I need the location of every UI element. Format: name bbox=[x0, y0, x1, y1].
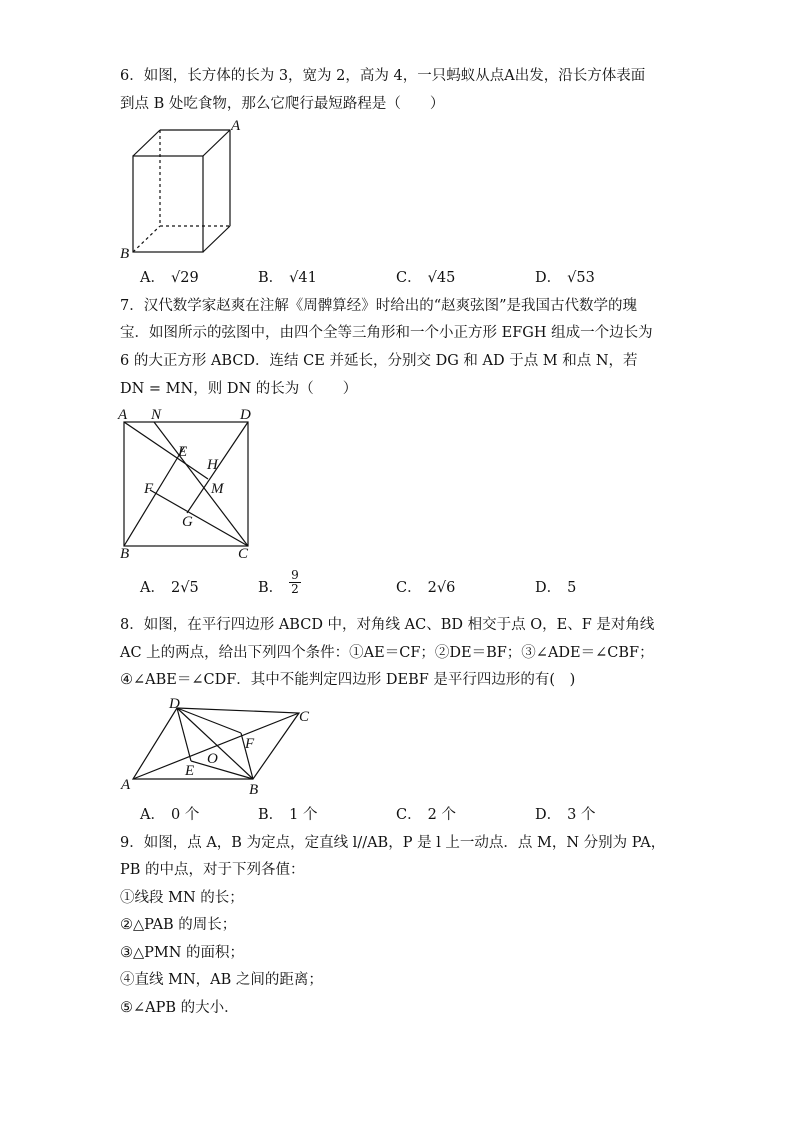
q8-choice-a[interactable]: A． 0 个 bbox=[140, 807, 200, 823]
q7-label-b: B bbox=[120, 546, 130, 562]
q6-choice-c[interactable]: C． √45 bbox=[396, 270, 456, 286]
q6-label-a: A bbox=[231, 118, 241, 134]
q8-text-line-3: ④∠ABE＝∠CDF．其中不能判定四边形 DEBF 是平行四边形的有( ) bbox=[120, 672, 576, 688]
q9-text-line-2: PB 的中点，对于下列各值： bbox=[120, 862, 305, 878]
q8-label-a: A bbox=[121, 777, 131, 793]
q7-label-a: A bbox=[118, 407, 128, 423]
q7-label-c: C bbox=[238, 546, 249, 562]
q6-label-b: B bbox=[120, 246, 130, 260]
q6-text-line-1: 6．如图，长方体的长为 3，宽为 2，高为 4，一只蚂蚁从点A出发，沿长方体表面 bbox=[120, 68, 646, 84]
q6-choice-d[interactable]: D． √53 bbox=[535, 270, 595, 286]
q9-item: ③△PMN 的面积； bbox=[120, 945, 245, 961]
q7-choice-a[interactable]: A． 2√5 bbox=[140, 580, 199, 596]
q8-label-b: B bbox=[249, 782, 259, 798]
q9-item: ⑤∠APB 的大小． bbox=[120, 1000, 239, 1016]
q7-label-d: D bbox=[240, 407, 251, 423]
q6-choice-a[interactable]: A． √29 bbox=[140, 270, 199, 286]
q9-text-line-1: 9．如图，点 A，B 为定点，定直线 l//AB，P 是 l 上一动点．点 M，N 分别为 PA， bbox=[120, 835, 666, 851]
q6-choice-b[interactable]: B． √41 bbox=[258, 270, 317, 286]
q7-label-f: F bbox=[144, 481, 154, 497]
q7-choices bbox=[140, 567, 660, 598]
q7-label-g: G bbox=[182, 514, 193, 530]
q7-text-line-3: 6 的大正方形 ABCD．连结 CE 并延长，分别交 DG 和 AD 于点 M 和点 N，若 bbox=[120, 353, 638, 369]
q9-item: ④直线 MN，AB 之间的距离； bbox=[120, 972, 323, 988]
q8-label-c: C bbox=[299, 709, 310, 725]
q7-choice-c[interactable]: C． 2√6 bbox=[396, 580, 456, 596]
q6-text-line-2: 到点 B 处吃食物，那么它爬行最短路程是（ ） bbox=[120, 96, 445, 112]
q6-choices bbox=[140, 268, 660, 288]
q8-label-e: E bbox=[185, 763, 195, 779]
q7-label-h: H bbox=[207, 457, 218, 473]
q7-label-e: E bbox=[178, 444, 188, 460]
q7-choice-d[interactable]: D． 5 bbox=[535, 580, 577, 596]
q8-choices bbox=[140, 805, 660, 825]
q7-text-line-1: 7．汉代数学家赵爽在注解《周髀算经》时给出的“赵爽弦图”是我国古代数学的瑰 bbox=[120, 298, 638, 314]
q7-label-n: N bbox=[151, 407, 162, 423]
q8-choice-c[interactable]: C． 2 个 bbox=[396, 807, 456, 823]
q8-text-line-2: AC 上的两点，给出下列四个条件：①AE＝CF；②DE＝BF；③∠ADE＝∠CBF； bbox=[120, 645, 654, 661]
q8-choice-b[interactable]: B． 1 个 bbox=[258, 807, 318, 823]
q8-parallelogram-figure bbox=[115, 696, 320, 800]
q8-label-f: F bbox=[245, 736, 255, 752]
q8-label-d: D bbox=[169, 696, 180, 712]
q7-text-line-2: 宝．如图所示的弦图中，由四个全等三角形和一个小正方形 EFGH 组成一个边长为 bbox=[120, 325, 653, 341]
q7-text-line-4: DN = MN，则 DN 的长为（ ） bbox=[120, 381, 358, 397]
q7-zhao-shuang-figure bbox=[110, 402, 270, 562]
q8-choice-d[interactable]: D． 3 个 bbox=[535, 807, 596, 823]
q7-choice-b[interactable]: B． $\frac{9}{2}$ bbox=[258, 567, 299, 596]
q8-label-o: O bbox=[207, 751, 218, 767]
fraction: $\frac{9}{2}$ bbox=[291, 567, 299, 596]
q7-label-m: M bbox=[211, 481, 224, 497]
q8-text-line-1: 8．如图，在平行四边形 ABCD 中，对角线 AC、BD 相交于点 O，E、F 是对角线 bbox=[120, 617, 655, 633]
q9-item: ①线段 MN 的长； bbox=[120, 890, 244, 906]
q6-cuboid-figure bbox=[115, 118, 250, 260]
q9-item: ②△PAB 的周长； bbox=[120, 917, 237, 933]
